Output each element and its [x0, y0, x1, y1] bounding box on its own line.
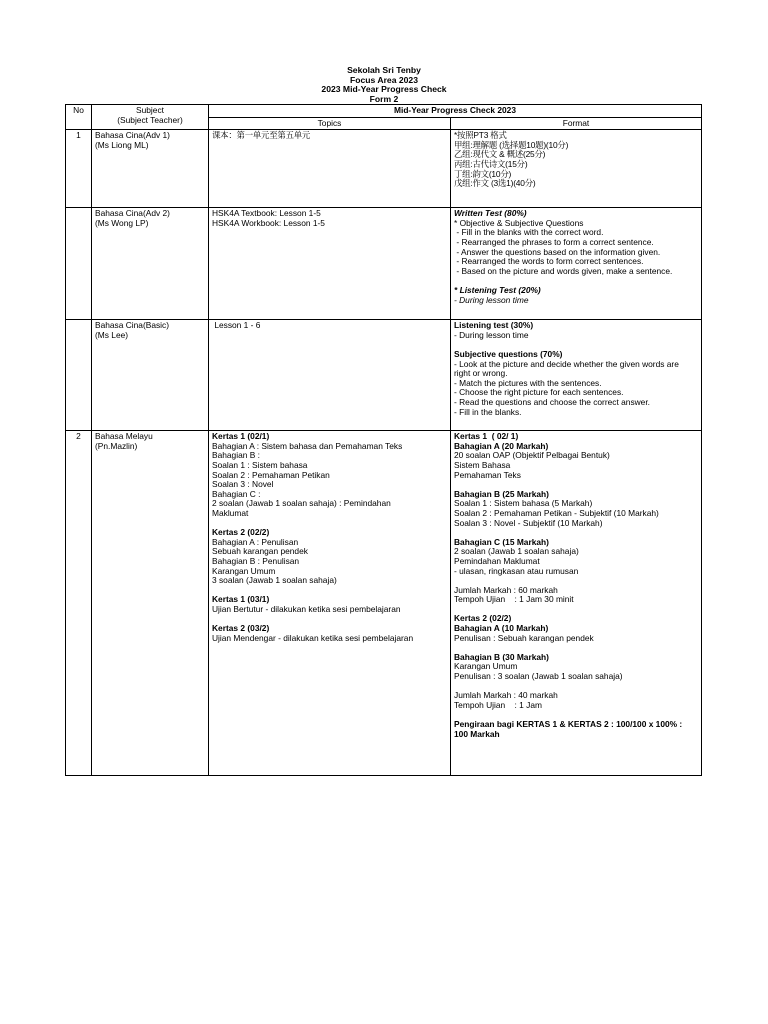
cell-line: Soalan 3 : Novel - Subjektif (10 Markah) — [454, 517, 603, 528]
column-header-subject-line2: (Subject Teacher) — [117, 114, 183, 125]
cell-line: Penulisan : 3 soalan (Jawab 1 soalan sahaja) — [454, 671, 623, 682]
cell-line: Penulisan : Sebuah karangan pendek — [454, 632, 594, 643]
subject-cell — [92, 431, 209, 776]
table-row — [66, 208, 702, 320]
cell-line: Maklumat — [212, 507, 249, 518]
topics-cell — [209, 431, 451, 776]
column-header-subject — [92, 105, 209, 130]
cell-line: HSK4A Workbook: Lesson 1-5 — [212, 217, 325, 228]
table-row — [66, 320, 702, 431]
cell-heading-line: Listening test (30%) — [454, 320, 534, 331]
topics-cell — [209, 208, 451, 320]
cell-line: - Fill in the blanks with the correct word. — [454, 227, 604, 238]
cell-line: * Objective & Subjective Questions — [454, 217, 584, 228]
cell-line: Sistem Bahasa — [454, 459, 511, 470]
cell-heading-line: Pengiraan bagi KERTAS 1 & KERTAS 2 : 100/100 x 100% : — [454, 719, 683, 729]
cell-line: Pemahaman Teks — [454, 469, 521, 480]
cell-line: Bahagian B : — [212, 450, 260, 461]
cell-line: right or wrong. — [454, 368, 508, 379]
cell-line: Karangan Umum — [454, 661, 518, 672]
cell-line: Bahagian A : Sistem bahasa dan Pemahaman Teks — [212, 440, 403, 451]
cell-heading-line: Written Test (80%) — [454, 208, 527, 219]
row-number: 2 — [66, 431, 92, 776]
cell-line: - Answer the questions based on the information given. — [454, 246, 661, 257]
cell-line: - ulasan, ringkasan atau rumusan — [454, 565, 579, 576]
school-name: Sekolah Sri Tenby — [347, 65, 421, 75]
cell-line: - Rearranged the phrases to form a correct sentence. — [454, 236, 654, 247]
cell-heading-line: * Listening Test (20%) — [454, 284, 541, 295]
cell-line: (Ms Lee) — [95, 329, 129, 340]
cell-line: Tempoh Ujian : 1 Jam 30 minit — [454, 594, 574, 605]
topics-cell — [209, 320, 451, 431]
cell-line: Bahasa Cina(Adv 1) — [95, 130, 170, 141]
cell-line: 20 soalan OAP (Objektif Pelbagai Bentuk) — [454, 450, 610, 461]
cell-line: (Ms Wong LP) — [95, 217, 149, 228]
cell-heading-line: Bahagian A (10 Markah) — [454, 623, 549, 634]
cell-line: Tempoh Ujian : 1 Jam — [454, 699, 542, 710]
format-cell — [451, 130, 702, 208]
cell-heading-line: Bahagian B (25 Markah) — [454, 488, 549, 499]
table-row — [66, 130, 702, 208]
column-header-topics: Topics — [209, 117, 451, 130]
row-number — [66, 320, 92, 431]
cell-line: - Match the pictures with the sentences. — [454, 377, 602, 388]
cell-line: Ujian Mendengar - dilakukan ketika sesi pembelajaran — [212, 632, 414, 643]
cell-heading-line: Kertas 2 (02/2) — [454, 613, 512, 624]
row-number — [66, 208, 92, 320]
cell-line: 戊组:作文 (3选1)(40分) — [454, 178, 536, 189]
cell-line: 乙组:现代文 & 概述(25分) — [454, 149, 546, 160]
cell-line: - Choose the right picture for each sentences. — [454, 387, 624, 398]
cell-line: 课本：第一单元至第五单元 — [212, 130, 311, 141]
cell-line: Karangan Umum — [212, 565, 276, 576]
subject-cell — [92, 320, 209, 431]
cell-heading-line: Kertas 2 (03/2) — [212, 623, 270, 634]
format-cell — [451, 431, 702, 776]
format-cell — [451, 320, 702, 431]
column-header-subject-line1: Subject — [136, 105, 164, 115]
cell-line: Bahasa Cina(Basic) — [95, 320, 170, 331]
cell-line: Soalan 2 : Pemahaman Petikan - Subjektif (10 Markah) — [454, 507, 659, 518]
cell-line: (Pn.Mazlin) — [95, 440, 138, 451]
cell-heading-line: 100 Markah — [454, 728, 500, 739]
progress-check-table — [65, 104, 702, 776]
cell-line: - During lesson time — [454, 294, 529, 305]
cell-line: 2 soalan (Jawab 1 soalan sahaja) : Pemindahan — [212, 498, 391, 509]
cell-heading-line: Bahagian C (15 Markah) — [454, 536, 549, 547]
cell-line: - Rearranged the words to form correct sentences. — [454, 256, 644, 267]
column-header-format: Format — [451, 117, 702, 130]
table-row — [66, 431, 702, 776]
focus-area-title: Focus Area 2023 — [350, 74, 418, 85]
cell-line: - During lesson time — [454, 329, 529, 340]
cell-line: - Read the questions and choose the correct answer. — [454, 396, 650, 407]
form-label: Form 2 — [369, 93, 399, 104]
cell-line: Bahasa Cina(Adv 2) — [95, 208, 170, 219]
cell-line: (Ms Liong ML) — [95, 139, 149, 150]
cell-line: 丙组:古代诗文(15分) — [454, 158, 528, 169]
cell-line: - Fill in the blanks. — [454, 406, 522, 417]
cell-line: Soalan 3 : Novel — [212, 479, 274, 490]
cell-heading-line: Kertas 1 (02/1) — [212, 431, 270, 442]
cell-line: Bahagian B : Penulisan — [212, 555, 300, 566]
cell-heading-line: Subjective questions (70%) — [454, 348, 563, 359]
cell-line: 甲组:理解题 (选择题10题)(10分) — [454, 139, 569, 150]
cell-line: Soalan 1 : Sistem bahasa — [212, 459, 308, 470]
column-header-no: No — [66, 105, 92, 130]
cell-line: Bahagian C : — [212, 488, 261, 499]
cell-line: Lesson 1 - 6 — [212, 320, 261, 331]
progress-check-title: 2023 Mid-Year Progress Check — [321, 84, 447, 95]
subject-cell — [92, 130, 209, 208]
document-header — [0, 66, 768, 104]
cell-line: 2 soalan (Jawab 1 soalan sahaja) — [454, 546, 579, 557]
table-header-row — [66, 105, 702, 118]
topics-cell — [209, 130, 451, 208]
cell-line: - Look at the picture and decide whether the given words are — [454, 358, 679, 369]
cell-line: - Based on the picture and words given, make a sentence. — [454, 265, 673, 276]
cell-heading-line: Kertas 1 ( 02/ 1) — [454, 431, 519, 442]
column-group-header: Mid-Year Progress Check 2023 — [209, 105, 702, 118]
cell-heading-line: Bahagian A (20 Markah) — [454, 440, 549, 451]
cell-heading-line: Kertas 1 (03/1) — [212, 594, 270, 605]
cell-line: Jumlah Markah : 60 markah — [454, 584, 558, 595]
cell-heading-line: Kertas 2 (02/2) — [212, 527, 270, 538]
cell-line: Sebuah karangan pendek — [212, 546, 308, 557]
format-cell — [451, 208, 702, 320]
cell-line: Soalan 2 : Pemahaman Petikan — [212, 469, 330, 480]
cell-line: Ujian Bertutur - dilakukan ketika sesi pembelajaran — [212, 603, 401, 614]
cell-line: Soalan 1 : Sistem bahasa (5 Markah) — [454, 498, 593, 509]
cell-line: Bahagian A : Penulisan — [212, 536, 299, 547]
subject-cell — [92, 208, 209, 320]
cell-line: HSK4A Textbook: Lesson 1-5 — [212, 208, 321, 219]
cell-line: 3 soalan (Jawab 1 soalan sahaja) — [212, 575, 337, 586]
row-number: 1 — [66, 130, 92, 208]
cell-line: Pemindahan Maklumat — [454, 555, 540, 566]
cell-line: 丁组:韵文(10分) — [454, 168, 512, 179]
cell-heading-line: Bahagian B (30 Markah) — [454, 651, 549, 662]
cell-line: Jumlah Markah : 40 markah — [454, 690, 558, 701]
cell-line: Bahasa Melayu — [95, 431, 153, 442]
cell-line: *按照PT3 格式 — [454, 130, 507, 141]
